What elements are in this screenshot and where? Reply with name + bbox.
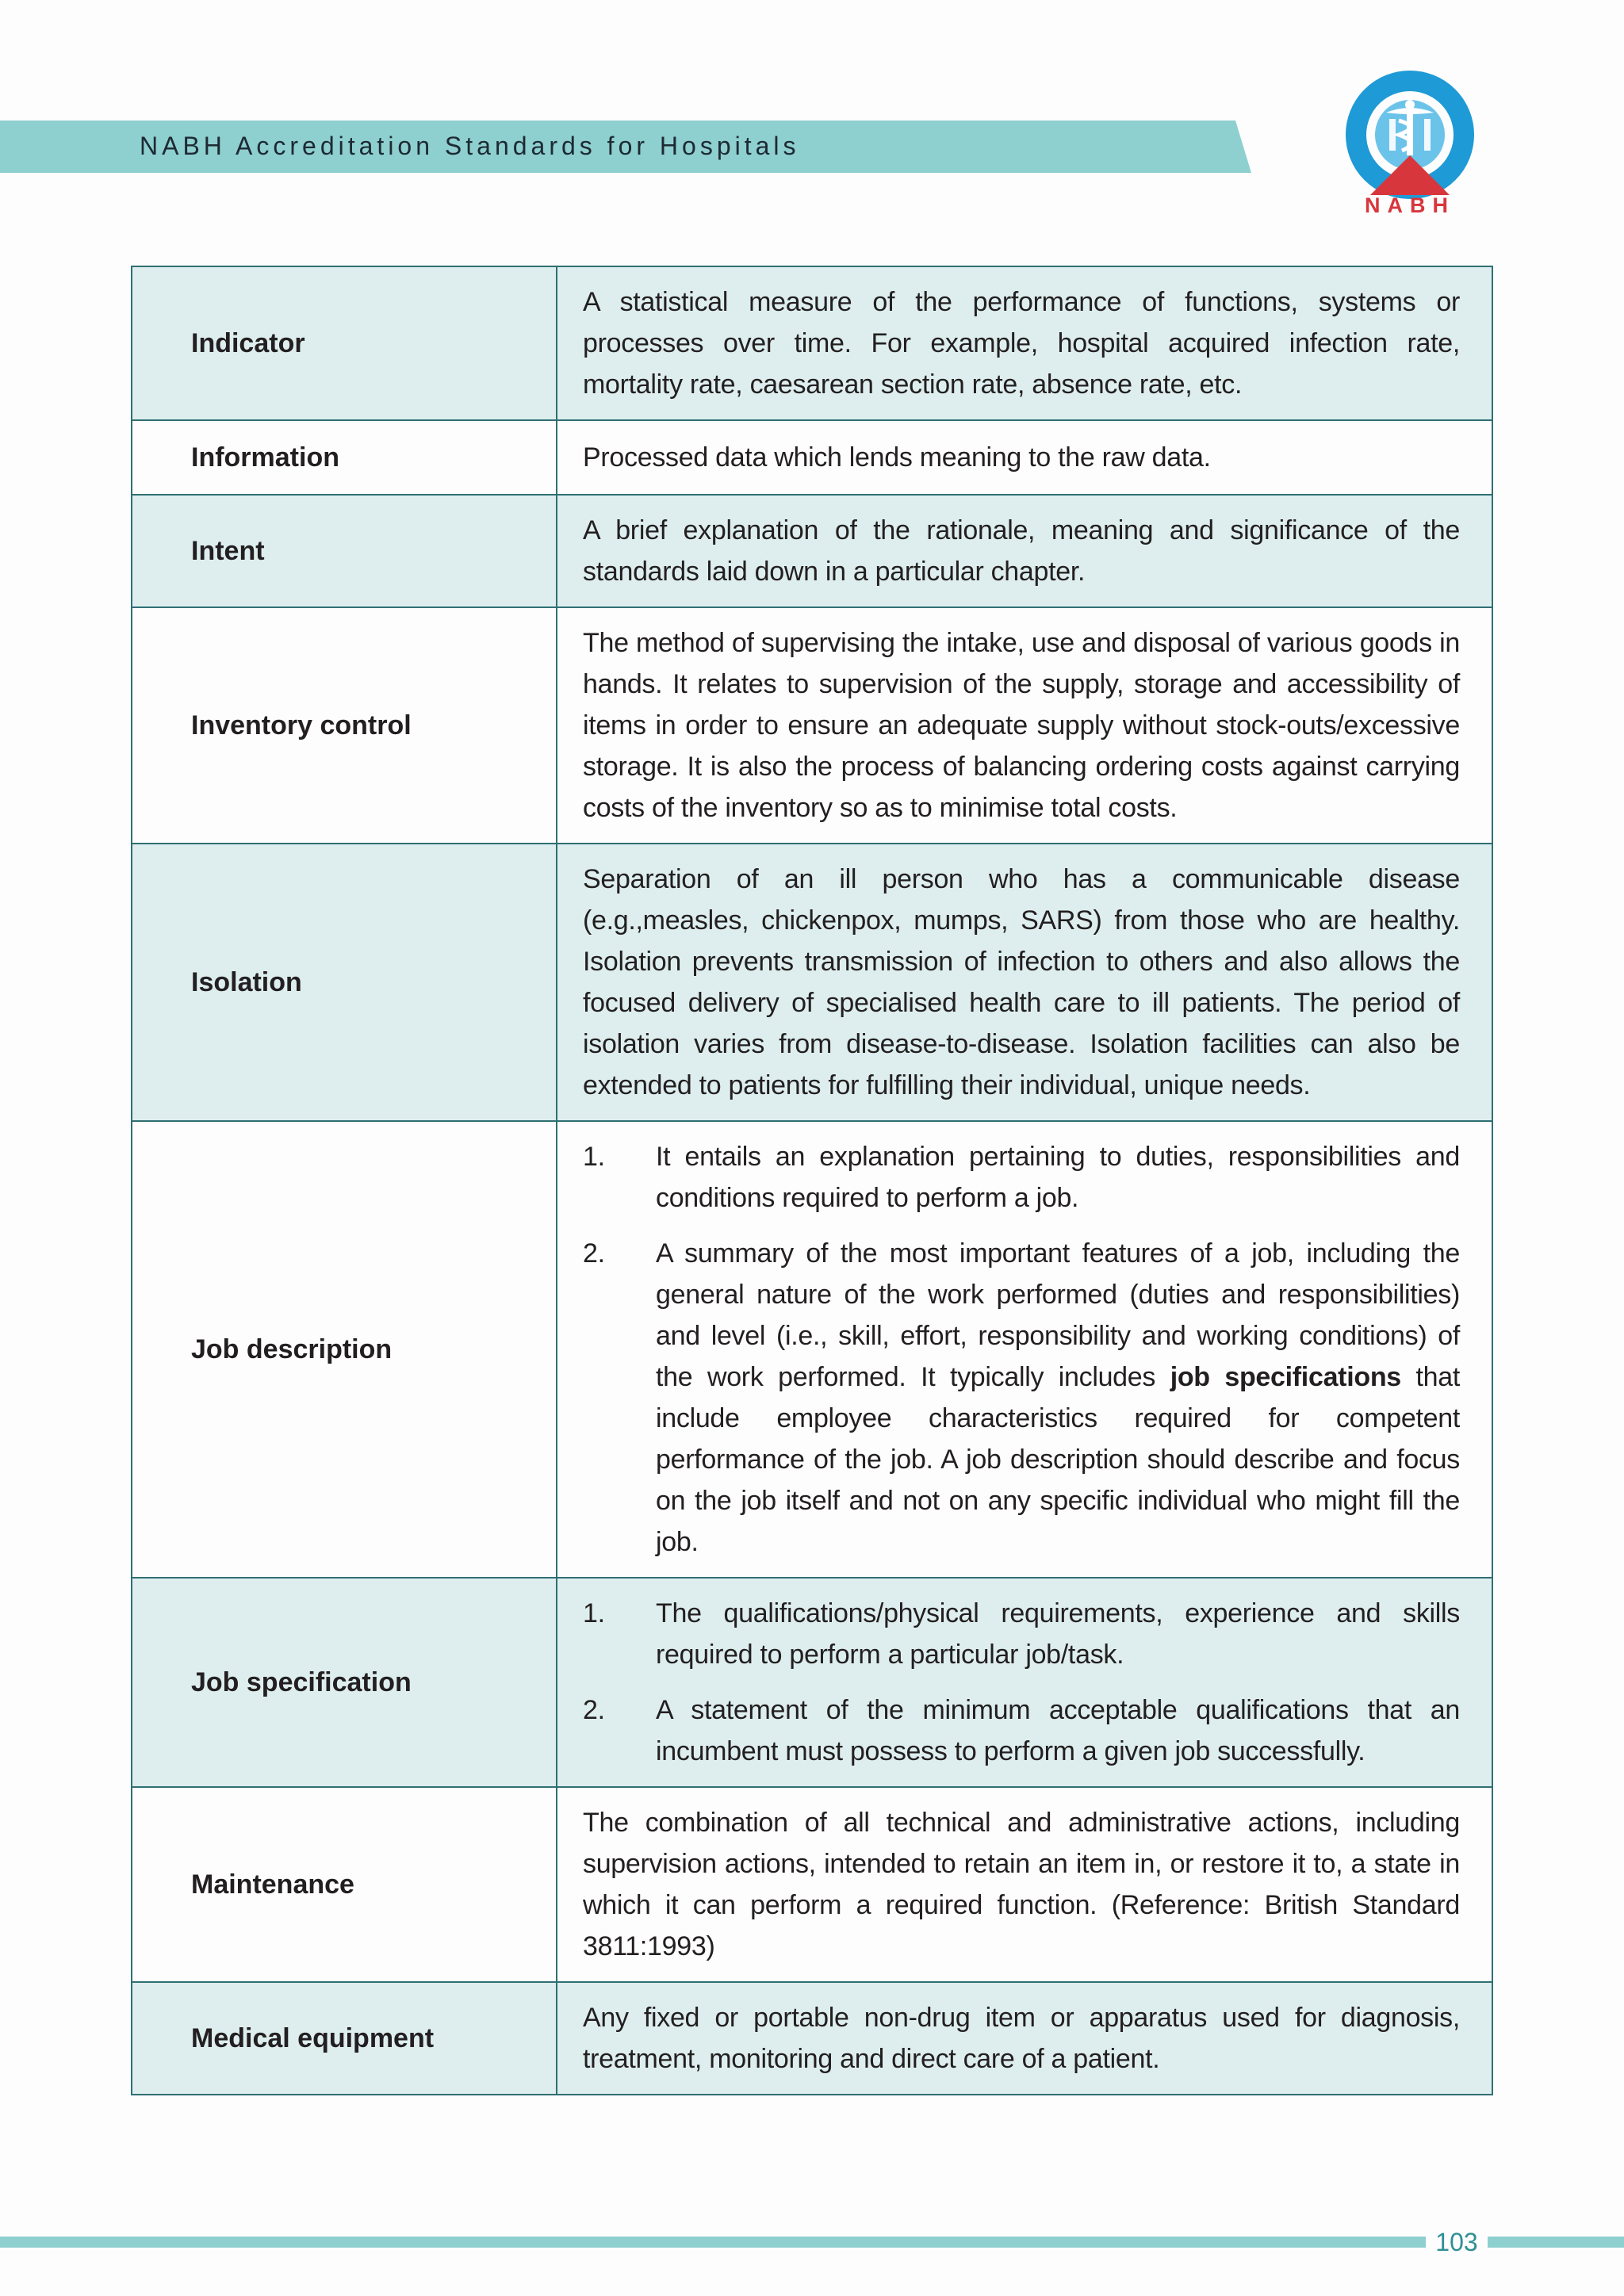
- numbered-list: [583, 1136, 1460, 1563]
- glossary-term: Maintenance: [132, 1787, 557, 1982]
- glossary-term: Medical equipment: [132, 1982, 557, 2095]
- list-item-text: A statement of the minimum acceptable qualifications that an incumbent must possess to perform a given job successfully.: [656, 1695, 1460, 1766]
- list-item-number: 2.: [583, 1238, 605, 1269]
- numbered-list: [583, 1593, 1460, 1772]
- logo-cross-left: [1389, 119, 1396, 151]
- glossary-term: Information: [132, 420, 557, 495]
- header-title: NABH Accreditation Standards for Hospitals: [140, 132, 800, 160]
- list-item-text-before: A summary of the most important features of a job, including the general nature of the work performed (duties and responsibilities) and level (i.e., skill, effort, responsibility and working conditions) of the work performed. It typically includes: [656, 1238, 1460, 1392]
- glossary-row: [132, 420, 1492, 495]
- footer-line-left: [0, 2237, 1426, 2248]
- glossary-definition: [557, 1121, 1492, 1578]
- glossary-term: Inventory control: [132, 607, 557, 844]
- glossary-row: [132, 1787, 1492, 1982]
- footer-line-right: [1488, 2237, 1624, 2248]
- list-item: [583, 1233, 1460, 1563]
- glossary-definition: Separation of an ill person who has a communicable disease (e.g.,measles, chickenpox, mumps, SARS) from those who are healthy. Isolation prevents transmission of infection to others and also allows the focused delivery of specialised health care to ill patients. The period of isolation varies from disease-to-disease. Isolation facilities can also be extended to patients for fulfilling their individual, unique needs.: [557, 844, 1492, 1121]
- glossary-term: Job description: [132, 1121, 557, 1578]
- glossary-term: Intent: [132, 495, 557, 607]
- bold-term: job specifications: [1170, 1362, 1401, 1392]
- list-item: [583, 1689, 1460, 1772]
- glossary-term: Job specification: [132, 1578, 557, 1787]
- glossary-definition: A statistical measure of the performance of functions, systems or processes over time. For example, hospital acquired infection rate, mortality rate, caesarean section rate, absence rate, etc.: [557, 266, 1492, 420]
- page-number: 103: [1435, 2228, 1478, 2256]
- glossary-row: [132, 1982, 1492, 2095]
- glossary-row: [132, 495, 1492, 607]
- list-item: [583, 1593, 1460, 1675]
- glossary-definition: The method of supervising the intake, use and disposal of various goods in hands. It relates to supervision of the supply, storage and accessibility of items in order to ensure an adequate supply without stock-outs/excessive storage. It is also the process of balancing ordering costs against carrying costs of the inventory so as to minimise total costs.: [557, 607, 1492, 844]
- list-item-number: 1.: [583, 1598, 605, 1628]
- glossary-definition: Any fixed or portable non-drug item or apparatus used for diagnosis, treatment, monitoring and direct care of a patient.: [557, 1982, 1492, 2095]
- glossary-row: [132, 1578, 1492, 1787]
- logo-text: NABH: [1365, 193, 1455, 217]
- list-item-text: It entails an explanation pertaining to duties, responsibilities and conditions required to perform a job.: [656, 1142, 1460, 1213]
- glossary-row: [132, 607, 1492, 844]
- glossary-row: [132, 844, 1492, 1121]
- glossary-row: [132, 1121, 1492, 1578]
- list-item-number: 2.: [583, 1695, 605, 1725]
- glossary-row: [132, 266, 1492, 420]
- glossary-definition: Processed data which lends meaning to the raw data.: [557, 420, 1492, 495]
- list-item-number: 1.: [583, 1142, 605, 1172]
- list-item-text: [656, 1233, 1460, 1563]
- glossary-definition: [557, 1578, 1492, 1787]
- list-item-text: The qualifications/physical requirements, experience and skills required to perform a particular job/task.: [656, 1598, 1460, 1670]
- glossary-table: [131, 266, 1493, 2095]
- logo-cross-right: [1424, 119, 1431, 151]
- list-item-text-after: that include employee characteristics required for competent performance of the job. A job description should describe and focus on the job itself and not on any specific individual who might fill the job.: [656, 1362, 1460, 1557]
- list-item: [583, 1136, 1460, 1219]
- glossary-definition: A brief explanation of the rationale, meaning and significance of the standards laid down in a particular chapter.: [557, 495, 1492, 607]
- glossary-term: Indicator: [132, 266, 557, 420]
- glossary-definition: The combination of all technical and administrative actions, including supervision actions, intended to retain an item in, or restore it to, a state in which it can perform a required function. (Reference: British Standard 3811:1993): [557, 1787, 1492, 1982]
- glossary-term: Isolation: [132, 844, 557, 1121]
